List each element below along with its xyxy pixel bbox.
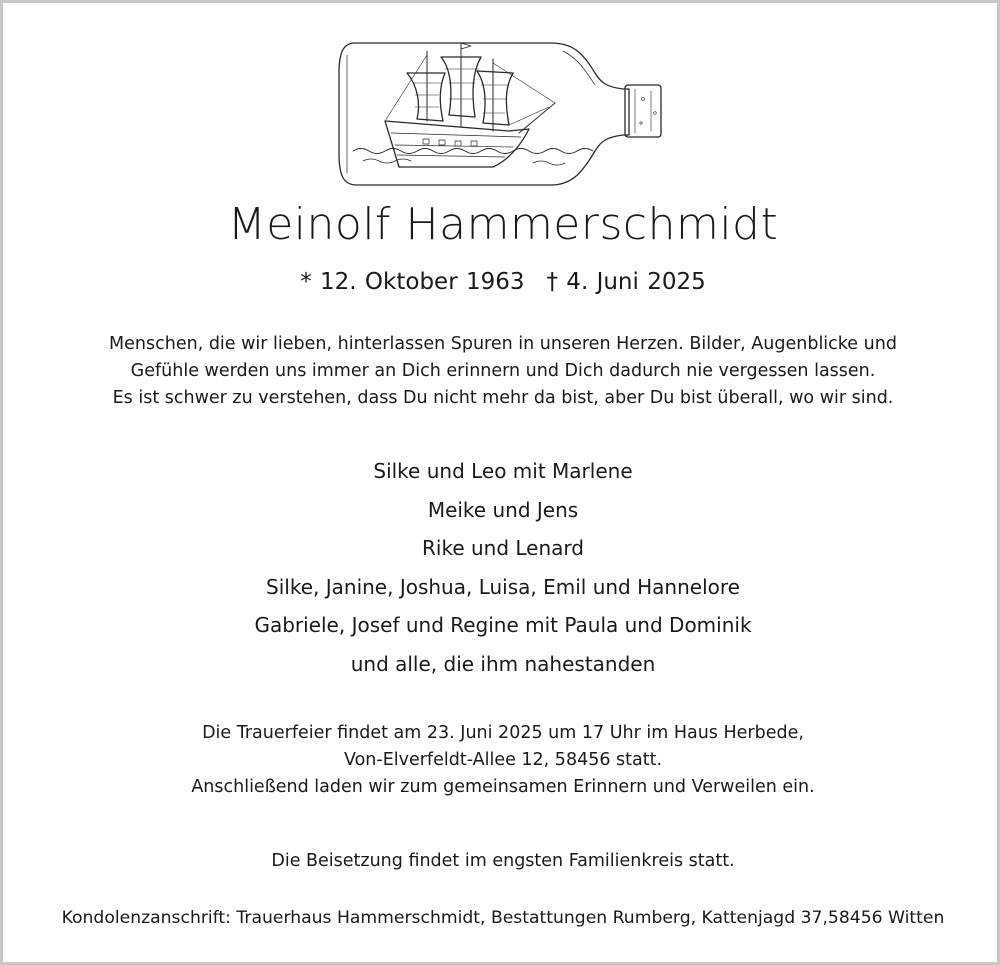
verse-line: Es ist schwer zu verstehen, dass Du nicht mehr da bist, aber Du bist überall, wo wir sind.: [112, 388, 894, 408]
verse-line: Menschen, die wir lieben, hinterlassen Spuren in unseren Herzen. Bilder, Augenblicke und: [109, 334, 897, 354]
birth-date: * 12. Oktober 1963: [300, 269, 525, 295]
deceased-name: Meinolf Hammerschmidt: [227, 199, 779, 250]
memorial-verse: [3, 331, 1000, 412]
mourner-line: Rike und Lenard: [422, 536, 584, 561]
death-date: † 4. Juni 2025: [546, 269, 706, 295]
mourner-line: Silke und Leo mit Marlene: [373, 459, 633, 483]
ceremony-info: [3, 720, 1000, 801]
mourner-line: Gabriele, Josef und Regine mit Paula und Dominik: [254, 613, 752, 638]
ceremony-line: Die Trauerfeier findet am 23. Juni 2025 um 17 Uhr im Haus Herbede,: [202, 723, 804, 743]
mourner-line: Silke, Janine, Joshua, Luisa, Emil und Hannelore: [266, 574, 740, 599]
mourner-line: und alle, die ihm nahestanden: [350, 651, 656, 676]
verse-line: Gefühle werden uns immer an Dich erinnern und Dich dadurch nie vergessen lassen.: [130, 361, 876, 381]
ceremony-line: Von-Elverfeldt-Allee 12, 58456 statt.: [343, 750, 663, 770]
mourner-line: Meike und Jens: [427, 497, 579, 522]
ceremony-line: Anschließend laden wir zum gemeinsamen Erinnern und Verweilen ein.: [191, 777, 815, 797]
mourners-list: [3, 452, 1000, 684]
life-dates: [3, 269, 1000, 295]
burial-info: Die Beisetzung findet im engsten Familienkreis statt.: [271, 851, 735, 871]
ship-in-bottle-icon: [333, 33, 673, 193]
condolence-address: Kondolenzanschrift: Trauerhaus Hammerschmidt, Bestattungen Rumberg, Kattenjagd 37,58456 Witten: [61, 908, 945, 928]
